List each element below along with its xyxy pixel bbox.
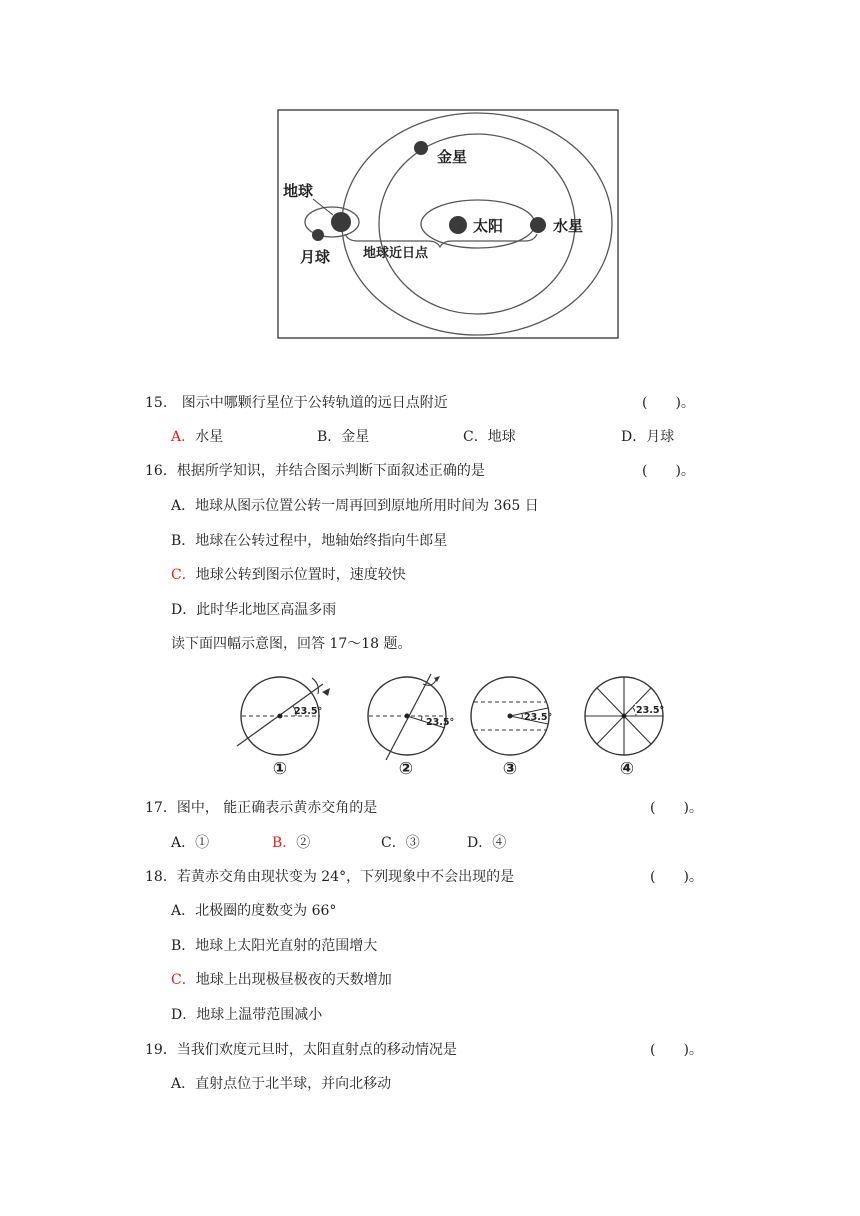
q15-paren: ( )。 (642, 395, 695, 411)
moon-label: 月球 (300, 248, 331, 266)
q17-number: 17． (145, 800, 177, 816)
q16-option-b-letter: B． (171, 533, 196, 549)
q17-option-a-letter: A． (171, 835, 196, 851)
q18-option-d-letter: D． (171, 1007, 197, 1023)
figure-number-3: ③ (502, 759, 518, 779)
perihelion-label: 地球近日点 (363, 246, 429, 261)
q16-option-d-letter: D． (171, 602, 197, 618)
q19-stem: 当我们欢度元旦时，太阳直射点的移动情况是 (176, 1042, 457, 1058)
q17-option-b-letter: B． (272, 835, 297, 851)
q18-number: 18． (145, 869, 177, 885)
q15-option-a-text: 水星 (195, 429, 224, 445)
q15-option-d[interactable] (621, 426, 674, 446)
q17-option-a-text: ① (195, 835, 210, 851)
q18-option-a-letter: A． (171, 903, 196, 919)
q17-option-c[interactable] (381, 832, 420, 852)
sun-label: 太阳 (473, 217, 504, 235)
sun-dot (449, 216, 467, 234)
q16-line (145, 460, 485, 480)
q19-line (145, 1039, 457, 1059)
mercury-dot (530, 217, 546, 233)
figure-number-1: ① (272, 759, 288, 779)
q16-option-b[interactable] (171, 530, 447, 550)
venus-dot (414, 141, 428, 155)
q18-option-c-letter: C． (171, 972, 196, 988)
q18-stem: 若黄赤交角由现状变为 24°，下列现象中不会出现的是 (176, 869, 515, 885)
figure-number-2: ② (398, 759, 414, 779)
q18-option-b-letter: B． (171, 938, 196, 954)
earth-label: 地球 (283, 182, 314, 200)
orbit-diagram (0, 0, 860, 360)
q16-stem: 根据所学知识，并结合图示判断下面叙述正确的是 (176, 463, 485, 479)
q17-option-c-letter: C． (381, 835, 406, 851)
q15-option-b-text: 金星 (341, 429, 370, 445)
q18-option-c[interactable] (171, 969, 392, 989)
q18-option-b-text: 地球上太阳光直射的范围增大 (195, 938, 378, 954)
q15-option-b-letter: B． (317, 429, 342, 445)
q19-option-a-text: 直射点位于北半球，并向北移动 (195, 1076, 392, 1092)
q18-option-a[interactable] (171, 900, 336, 920)
q16-option-b-text: 地球在公转过程中，地轴始终指向牛郎星 (195, 533, 448, 549)
q15-number: 15. (145, 395, 168, 411)
q19-number: 19． (145, 1042, 177, 1058)
figure-number-4: ④ (619, 759, 635, 779)
q17-paren: ( )。 (650, 800, 703, 816)
angle-label-2: 23.5° (426, 717, 455, 728)
angle-figure-3 (471, 677, 552, 779)
q16-option-a-text: 地球从图示位置公转一周再回到原地所用时间为 365 日 (195, 498, 539, 514)
q17-option-c-text: ③ (405, 835, 420, 851)
q18-line (145, 866, 514, 886)
q17-line (145, 797, 377, 817)
q15-option-a-letter: A． (171, 429, 196, 445)
moon-dot (312, 229, 324, 241)
q17-option-d-letter: D． (467, 835, 493, 851)
q15-option-d-letter: D． (621, 429, 647, 445)
q16-paren: ( )。 (642, 463, 695, 479)
q16-option-c-text: 地球公转到图示位置时，速度较快 (195, 567, 406, 583)
q15-line (145, 392, 448, 412)
q18-option-d-text: 地球上温带范围减小 (196, 1007, 323, 1023)
angle-figures (0, 660, 860, 785)
q16-option-a[interactable] (171, 495, 539, 515)
intro-17-18: 读下面四幅示意图，回答 17～18 题。 (171, 636, 412, 652)
angle-figure-4 (585, 677, 664, 779)
q15-option-a[interactable] (171, 426, 223, 446)
q15-stem: 图示中哪颗行星位于公转轨道的远日点附近 (181, 395, 448, 411)
q17-option-a[interactable] (171, 832, 209, 852)
q16-option-d[interactable] (171, 599, 336, 619)
q16-option-a-letter: A． (171, 498, 196, 514)
q18-paren: ( )。 (650, 869, 703, 885)
q16-option-c-letter: C． (171, 567, 196, 583)
q18-option-d[interactable] (171, 1004, 322, 1024)
q16-number: 16． (145, 463, 177, 479)
q17-option-b[interactable] (272, 832, 310, 852)
angle-label-4: 23.5° (636, 705, 665, 716)
q16-option-d-text: 此时华北地区高温多雨 (196, 602, 337, 618)
mercury-label: 水星 (553, 217, 584, 235)
q19-option-a-letter: A． (171, 1076, 196, 1092)
angle-label-3: 23.5° (524, 712, 553, 723)
q18-option-b[interactable] (171, 935, 377, 955)
q18-option-a-text: 北极圈的度数变为 66° (195, 903, 337, 919)
q17-option-b-text: ② (296, 835, 311, 851)
earth-dot (331, 212, 351, 232)
angle-figure-1 (237, 677, 330, 779)
q17-option-d[interactable] (467, 832, 506, 852)
q15-option-c[interactable] (463, 426, 516, 446)
q17-stem: 图中， 能正确表示黄赤交角的是 (176, 800, 378, 816)
q15-option-c-text: 地球 (487, 429, 516, 445)
q16-option-c[interactable] (171, 564, 406, 584)
venus-label: 金星 (437, 148, 468, 166)
angle-figure-2 (368, 674, 454, 779)
q15-option-d-text: 月球 (646, 429, 675, 445)
q19-option-a[interactable] (171, 1073, 391, 1093)
q15-option-c-letter: C． (463, 429, 488, 445)
q17-option-d-text: ④ (492, 835, 507, 851)
angle-label-1: 23.5° (294, 706, 323, 717)
q18-option-c-text: 地球上出现极昼极夜的天数增加 (195, 972, 392, 988)
q15-option-b[interactable] (317, 426, 369, 446)
q19-paren: ( )。 (650, 1042, 703, 1058)
